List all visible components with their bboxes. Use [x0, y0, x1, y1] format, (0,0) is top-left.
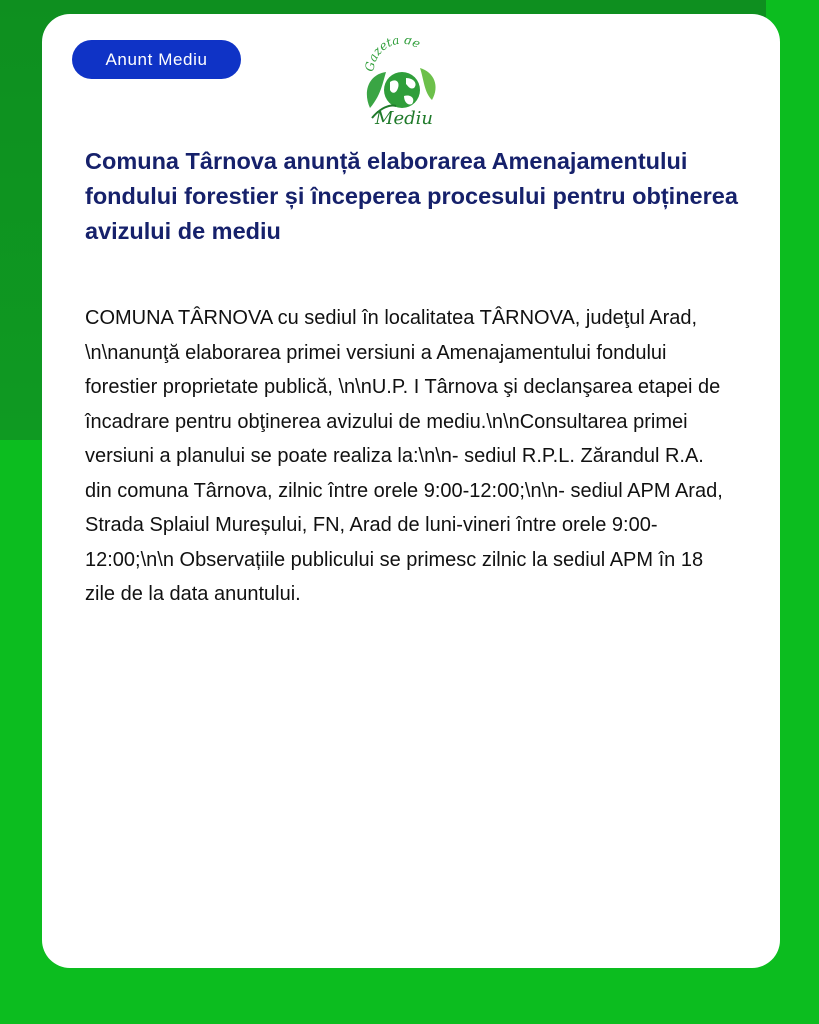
logo-bottom-text: Mediu [375, 108, 433, 129]
leaf-icon [367, 72, 386, 108]
category-badge [72, 40, 241, 79]
leaf-icon [420, 68, 436, 100]
logo-top-text: Gazeta de [362, 38, 423, 73]
svg-text:Gazeta de [362, 38, 422, 72]
globe-icon [384, 72, 420, 108]
article-title: Comuna Târnova anunță elaborarea Amenajamentului fondului forestier și începerea procesului pentru obținerea avizului de mediu [85, 148, 738, 244]
article-body: COMUNA TÂRNOVA cu sediul în localitatea TÂRNOVA, judeţul Arad, \n\nanunţă elaborarea primei versiuni a Amenajamentului fondului forestier proprietate publică, \n\nU.P. I Târnova şi declanşarea etapei de încadrare pentru obţinerea avizului de mediu.\n\nConsultarea primei versiuni a planului se poate realiza la:\n\n- sediul R.P.L. Zărandul R.A. din comuna Târnova, zilnic între orele 9:00-12:00;\n\n- sediul APM Arad, Strada Splaiul Mureșului, FN, Arad de luni-vineri între orele 9:00-12:00;\n\n Observațiile publicului se primesc zilnic la sediul APM în 18 zile de la data anuntului. [85, 307, 723, 605]
gazeta-de-mediu-logo [356, 38, 446, 130]
category-badge-label: Anunt Mediu [105, 49, 208, 69]
